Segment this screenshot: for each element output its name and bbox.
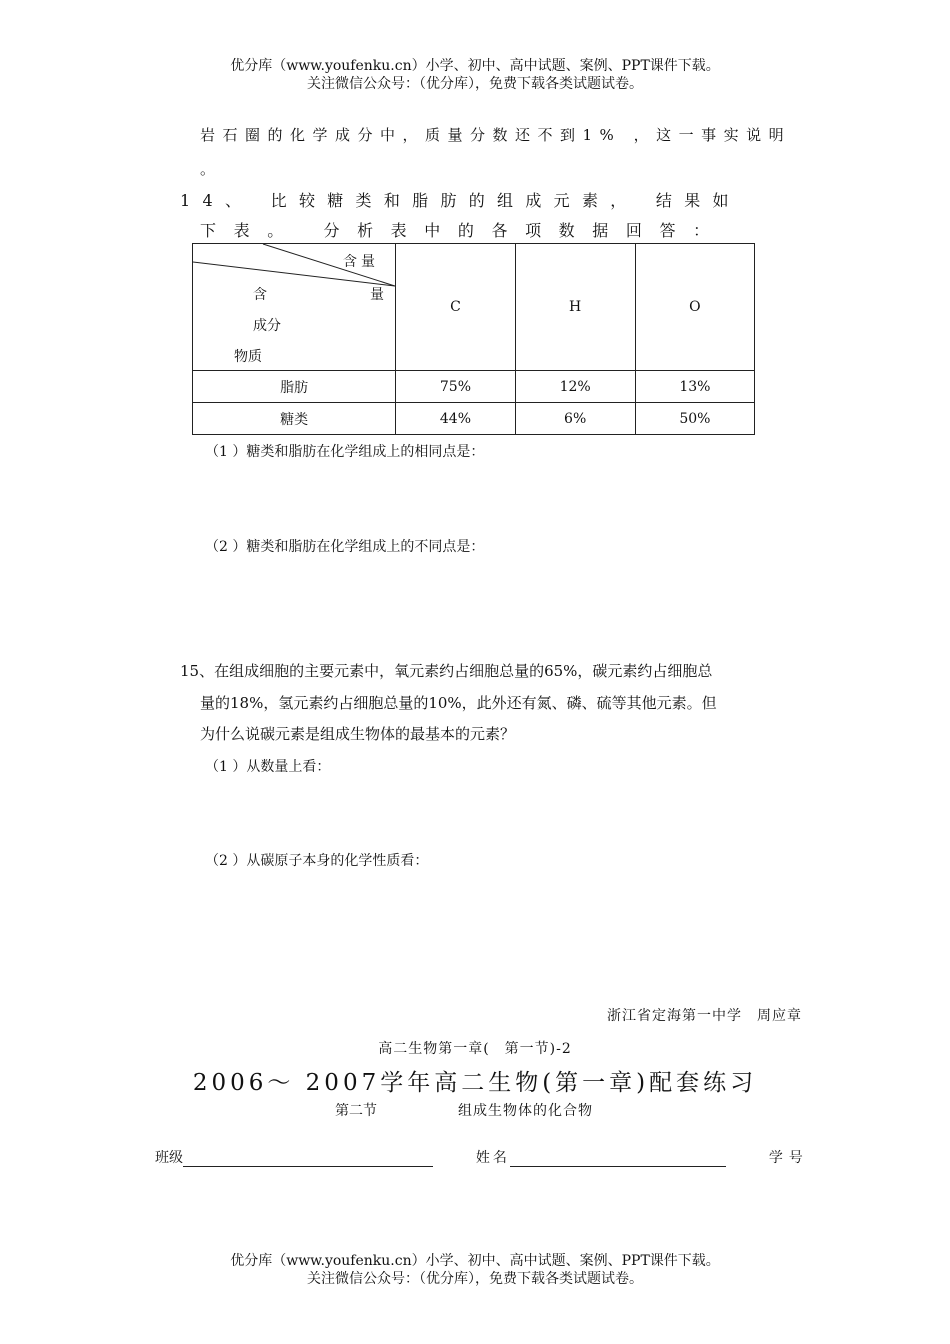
name-label: 姓名 xyxy=(475,1150,510,1166)
header-line-2: 关注微信公众号：（优分库），免费下载各类试题试卷。 xyxy=(307,76,643,92)
table-header-row xyxy=(193,244,755,371)
class-label: 班级 xyxy=(155,1150,183,1166)
column-header-h: H xyxy=(515,244,635,371)
table-row xyxy=(193,403,755,435)
footer-line-1: 优分库（www.youfenku.cn）小学、初中、高中试题、案例、PPT课件下载。 xyxy=(230,1253,720,1269)
column-header-o: O xyxy=(635,244,754,371)
footer-line-2: 关注微信公众号：（优分库），免费下载各类试题试卷。 xyxy=(307,1271,643,1287)
q15-sub-1: （1 ）从数量上看： xyxy=(205,759,331,775)
cell-sugar-c: 44% xyxy=(396,403,515,435)
q13-line-1: 岩石圈的化学成分中，质量分数还不到1% ，这一事实说明 xyxy=(200,126,792,144)
chapter-line: 高二生物第一章( 第一节)-2 xyxy=(378,1041,572,1057)
section-title: 组成生物体的化合物 xyxy=(458,1103,593,1119)
corner-label-substance: 物质 xyxy=(234,349,262,365)
cell-sugar-h: 6% xyxy=(515,403,635,435)
q15-sub-2: （2 ）从碳原子本身的化学性质看： xyxy=(205,853,429,869)
cell-sugar-o: 50% xyxy=(635,403,754,435)
table-row xyxy=(193,371,755,403)
cell-fat-o: 13% xyxy=(635,371,754,403)
q15-line-2: 量的18%，氢元素约占细胞总量的10%，此外还有氮、磷、硫等其他元素。但 xyxy=(200,694,717,712)
column-header-c: C xyxy=(396,244,515,371)
student-info-line xyxy=(155,1147,809,1167)
corner-label-component: 成分 xyxy=(253,318,281,334)
corner-label-top: 含量 xyxy=(343,254,379,270)
q15-line-3: 为什么说碳元素是组成生物体的最基本的元素？ xyxy=(200,725,516,743)
corner-label-mid-left: 含 xyxy=(253,287,267,303)
table-corner-cell xyxy=(193,244,396,371)
q13-line-2: 。 xyxy=(200,160,216,178)
big-title: 2006～ 2007学年高二生物(第一章)配套练习 xyxy=(192,1070,758,1096)
class-field[interactable] xyxy=(183,1150,433,1167)
corner-label-mid-right: 量 xyxy=(370,287,384,303)
section-label: 第二节 xyxy=(335,1103,377,1119)
row-label-sugar: 糖类 xyxy=(193,403,396,435)
q14-line-1: 14、 比较糖类和脂肪的组成元素， 结果如 xyxy=(180,191,741,210)
author-credit: 浙江省定海第一中学 周应章 xyxy=(607,1008,802,1024)
cell-fat-c: 75% xyxy=(396,371,515,403)
q15-line-1: 15、在组成细胞的主要元素中，氧元素约占细胞总量的65%，碳元素约占细胞总 xyxy=(180,662,713,680)
q14-sub-2: （2 ）糖类和脂肪在化学组成上的不同点是： xyxy=(205,539,485,555)
number-label: 学号 xyxy=(768,1150,809,1166)
q14-line-2: 下表。 分析表中的各项数据回答： xyxy=(200,221,727,240)
q14-sub-1: （1 ）糖类和脂肪在化学组成上的相同点是： xyxy=(205,444,485,460)
name-field[interactable] xyxy=(510,1150,726,1167)
composition-table xyxy=(192,243,755,435)
cell-fat-h: 12% xyxy=(515,371,635,403)
row-label-fat: 脂肪 xyxy=(193,371,396,403)
header-line-1: 优分库（www.youfenku.cn）小学、初中、高中试题、案例、PPT课件下载。 xyxy=(230,58,720,74)
